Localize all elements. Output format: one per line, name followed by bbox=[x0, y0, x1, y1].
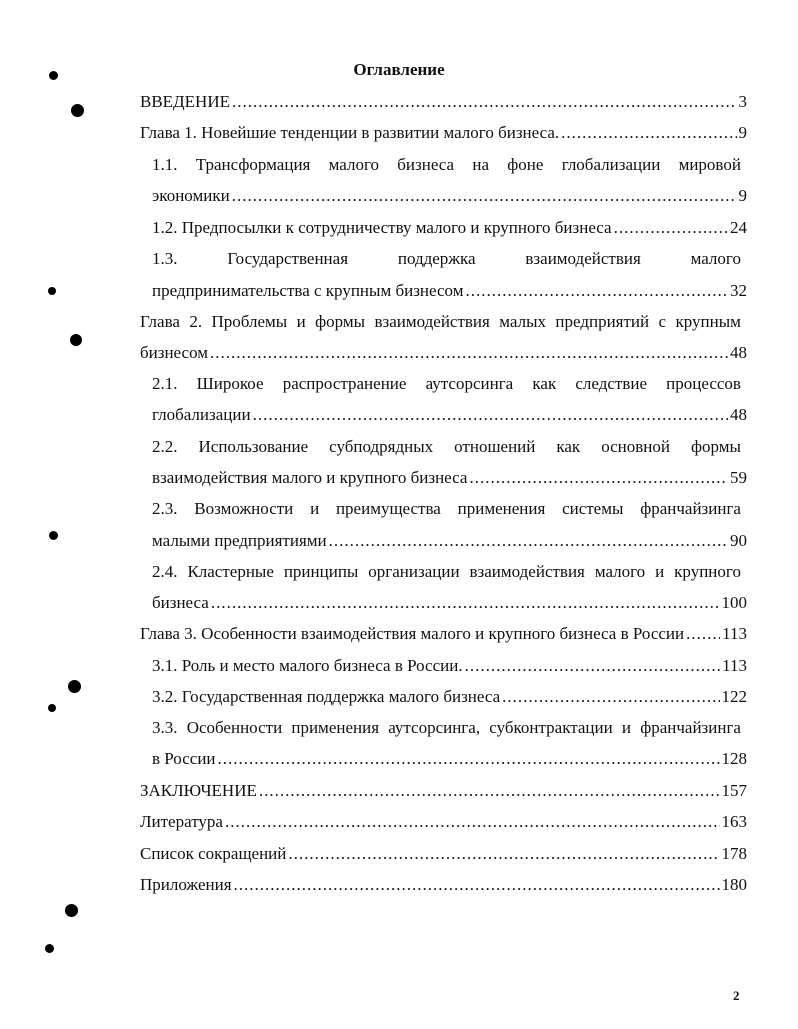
margin-spot bbox=[68, 680, 81, 693]
toc-entry-line bbox=[152, 499, 741, 519]
toc-entry-line bbox=[152, 718, 741, 738]
toc-word: формы bbox=[690, 437, 741, 456]
toc-entry[interactable] bbox=[152, 468, 747, 488]
dot-leader bbox=[502, 687, 719, 707]
toc-word: малого bbox=[690, 249, 741, 268]
toc-entry-page: 48 bbox=[730, 343, 747, 362]
toc-entry-title: предпринимательства с крупным бизнесом bbox=[152, 281, 464, 300]
toc-entry-line bbox=[152, 562, 741, 582]
dot-leader bbox=[259, 781, 720, 801]
toc-entry[interactable] bbox=[140, 123, 747, 143]
toc-word: аутсорсинга bbox=[425, 374, 514, 393]
dot-leader bbox=[465, 281, 728, 301]
toc-entry-title: глобализации bbox=[152, 405, 251, 424]
margin-spot bbox=[65, 904, 78, 917]
toc-word: 2.1. bbox=[152, 374, 178, 393]
dot-leader bbox=[211, 593, 720, 613]
dot-leader bbox=[465, 656, 721, 676]
dot-leader bbox=[561, 123, 736, 143]
toc-entry[interactable] bbox=[152, 593, 747, 613]
toc-word: предприятий bbox=[555, 312, 650, 331]
toc-word: применения bbox=[291, 718, 380, 737]
toc-word: 2. bbox=[189, 312, 203, 331]
toc-word: 2.3. bbox=[152, 499, 178, 518]
toc-entry-title: Литература bbox=[140, 812, 223, 831]
toc-entry-line bbox=[140, 312, 741, 332]
toc-entry[interactable] bbox=[140, 812, 747, 832]
page-number: 2 bbox=[733, 988, 740, 1003]
dot-leader bbox=[234, 875, 720, 895]
toc-entry-page: 9 bbox=[738, 186, 747, 205]
toc-word: глобализации bbox=[561, 155, 661, 174]
toc-entry-title: Приложения bbox=[140, 875, 232, 894]
toc-entry[interactable] bbox=[140, 92, 747, 112]
margin-spot bbox=[49, 71, 58, 80]
toc-word: мировой bbox=[678, 155, 741, 174]
toc-word: 3.3. bbox=[152, 718, 178, 737]
toc-word: с bbox=[658, 312, 667, 331]
toc-word: на bbox=[472, 155, 490, 174]
toc-word: 1.3. bbox=[152, 249, 178, 268]
toc-entry-page: 113 bbox=[722, 624, 747, 643]
toc-entry-page: 3 bbox=[738, 92, 747, 111]
toc-word: системы bbox=[562, 499, 624, 518]
toc-word: аутсорсинга, bbox=[388, 718, 481, 737]
toc-entry-line bbox=[152, 374, 741, 394]
dot-leader bbox=[225, 812, 720, 832]
dot-leader bbox=[232, 186, 737, 206]
toc-entry-line bbox=[152, 249, 741, 269]
dot-leader bbox=[210, 343, 728, 363]
toc-word: взаимодействия bbox=[469, 562, 585, 581]
toc-word: Особенности bbox=[186, 718, 283, 737]
toc-entry-page: 157 bbox=[721, 781, 747, 800]
toc-entry[interactable] bbox=[152, 656, 747, 676]
toc-word: Использование bbox=[198, 437, 309, 456]
toc-word: как bbox=[556, 437, 581, 456]
dot-leader bbox=[232, 92, 737, 112]
toc-word: Широкое bbox=[196, 374, 264, 393]
dot-leader bbox=[686, 624, 720, 644]
toc-word: отношений bbox=[454, 437, 536, 456]
toc-entry[interactable] bbox=[152, 218, 747, 238]
toc-entry-title: экономики bbox=[152, 186, 230, 205]
toc-word: фоне bbox=[507, 155, 544, 174]
toc-entry-page: 59 bbox=[730, 468, 747, 487]
toc-word: процессов bbox=[666, 374, 741, 393]
toc-entry[interactable] bbox=[152, 531, 747, 551]
toc-entry-title: 3.1. Роль и место малого бизнеса в России. bbox=[152, 656, 463, 675]
toc-entry-title: ВВЕДЕНИЕ bbox=[140, 92, 230, 111]
toc-entry[interactable] bbox=[140, 781, 747, 801]
toc-title: Оглавление bbox=[353, 60, 445, 79]
toc-word: организации bbox=[368, 562, 460, 581]
toc-entry-title: в России bbox=[152, 749, 216, 768]
dot-leader bbox=[614, 218, 728, 238]
toc-entry-title: взаимодействия малого и крупного бизнеса bbox=[152, 468, 468, 487]
toc-word: следствие bbox=[575, 374, 648, 393]
toc-entry-page: 90 bbox=[730, 531, 747, 550]
margin-spot bbox=[70, 334, 82, 346]
toc-word: взаимодействия bbox=[525, 249, 641, 268]
toc-word: Кластерные bbox=[187, 562, 274, 581]
toc-word: малых bbox=[499, 312, 547, 331]
margin-spot bbox=[49, 531, 58, 540]
toc-word: бизнеса bbox=[397, 155, 455, 174]
toc-word: Возможности bbox=[194, 499, 294, 518]
toc-entry-page: 113 bbox=[722, 656, 747, 675]
dot-leader bbox=[469, 468, 728, 488]
dot-leader bbox=[329, 531, 728, 551]
dot-leader bbox=[218, 749, 720, 769]
toc-word: крупным bbox=[675, 312, 741, 331]
toc-word: 2.4. bbox=[152, 562, 178, 581]
margin-spot bbox=[45, 944, 54, 953]
dot-leader bbox=[288, 844, 719, 864]
toc-entry-page: 100 bbox=[721, 593, 747, 612]
margin-spot bbox=[48, 704, 56, 712]
toc-word: и bbox=[296, 312, 306, 331]
toc-word: формы bbox=[315, 312, 366, 331]
toc-word: и bbox=[310, 499, 320, 518]
toc-entry-title: ЗАКЛЮЧЕНИЕ bbox=[140, 781, 257, 800]
toc-word: 2.2. bbox=[152, 437, 178, 456]
toc-entry[interactable] bbox=[152, 749, 747, 769]
toc-entry-title: малыми предприятиями bbox=[152, 531, 327, 550]
toc-entry-page: 48 bbox=[730, 405, 747, 424]
toc-word: крупного bbox=[674, 562, 741, 581]
toc-entry-page: 163 bbox=[721, 812, 747, 831]
toc-word: Государственная bbox=[227, 249, 349, 268]
toc-entry-page: 122 bbox=[721, 687, 747, 706]
toc-entry[interactable] bbox=[140, 844, 747, 864]
toc-word: и bbox=[621, 718, 631, 737]
toc-word: основной bbox=[601, 437, 670, 456]
toc-entry-line bbox=[152, 437, 741, 457]
toc-word: взаимодействия bbox=[374, 312, 490, 331]
toc-entry[interactable] bbox=[140, 624, 747, 644]
toc-word: франчайзинга bbox=[640, 718, 741, 737]
margin-spot bbox=[48, 287, 56, 295]
toc-word: малого bbox=[328, 155, 379, 174]
toc-entry-page: 178 bbox=[721, 844, 747, 863]
toc-word: как bbox=[532, 374, 557, 393]
toc-word: и bbox=[655, 562, 665, 581]
toc-word: субконтрактации bbox=[489, 718, 613, 737]
toc-entry-page: 128 bbox=[721, 749, 747, 768]
toc-entry[interactable] bbox=[152, 281, 747, 301]
toc-entry[interactable] bbox=[152, 687, 747, 707]
toc-entry[interactable] bbox=[140, 343, 747, 363]
toc-entry[interactable] bbox=[140, 875, 747, 895]
toc-entry[interactable] bbox=[152, 186, 747, 206]
toc-word: 1.1. bbox=[152, 155, 178, 174]
toc-word: Трансформация bbox=[195, 155, 311, 174]
toc-entry-page: 180 bbox=[721, 875, 747, 894]
toc-entry-line bbox=[152, 155, 741, 175]
toc-word: франчайзинга bbox=[640, 499, 741, 518]
toc-word: применения bbox=[457, 499, 546, 518]
toc-word: Глава bbox=[140, 312, 180, 331]
margin-spot bbox=[71, 104, 84, 117]
toc-entry-page: 9 bbox=[738, 123, 747, 142]
toc-word: малого bbox=[594, 562, 646, 581]
toc-entry-title: Глава 3. Особенности взаимодействия малого и крупного бизнеса в России bbox=[140, 624, 685, 643]
toc-entry-page: 32 bbox=[730, 281, 747, 300]
toc-word: принципы bbox=[283, 562, 359, 581]
toc-word: Проблемы bbox=[211, 312, 288, 331]
toc-entry-title: Список сокращений bbox=[140, 844, 287, 863]
toc-word: преимущества bbox=[335, 499, 441, 518]
toc-word: поддержка bbox=[397, 249, 476, 268]
toc-entry-title: 3.2. Государственная поддержка малого бизнеса bbox=[152, 687, 501, 706]
toc-word: субподрядных bbox=[329, 437, 434, 456]
toc-entry-title: 1.2. Предпосылки к сотрудничеству малого и крупного бизнеса bbox=[152, 218, 612, 237]
toc-entry[interactable] bbox=[152, 405, 747, 425]
toc-entry-title: бизнеса bbox=[152, 593, 209, 612]
toc-entry-title: Глава 1. Новейшие тенденции в развитии малого бизнеса. bbox=[140, 123, 560, 142]
dot-leader bbox=[253, 405, 728, 425]
toc-entry-page: 24 bbox=[730, 218, 747, 237]
toc-word: распространение bbox=[282, 374, 407, 393]
toc-entry-title: бизнесом bbox=[140, 343, 209, 362]
